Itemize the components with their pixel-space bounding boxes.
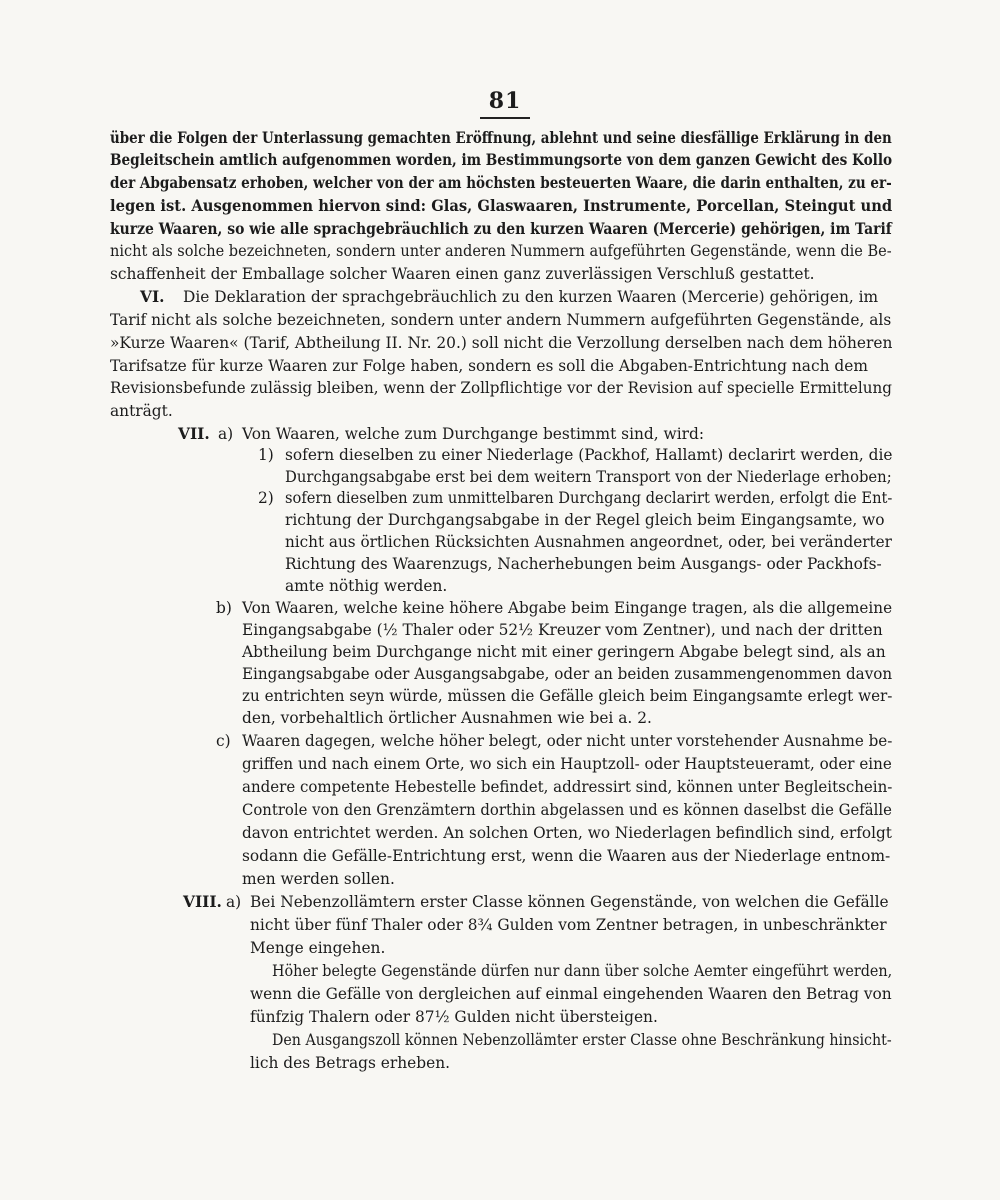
section-vii-b-line-2: Eingangsabgabe (½ Thaler oder 52½ Kreuzer vom Zentner), und nach der dritten	[242, 621, 883, 639]
section-vii-number: VII.	[178, 425, 210, 443]
section-vi-line-4: Tarifsatze für kurze Waaren zur Folge haben, sondern es soll die Abgaben-Entrichtung nach dem	[110, 357, 868, 375]
section-vii-a1-line-2: Durchgangsabgabe erst bei dem weitern Transport von der Niederlage erhoben;	[285, 468, 892, 486]
section-vii-a2-line-2: richtung der Durchgangsabgabe in der Regel gleich beim Eingangsamte, wo	[285, 511, 885, 529]
section-vii-a2-label: 2)	[258, 489, 274, 507]
intro-line-4: legen ist. Ausgenommen hiervon sind: Glas, Glaswaaren, Instrumente, Porcellan, Steingut und	[110, 197, 893, 215]
section-vi-line-5: Revisionsbefunde zulässig bleiben, wenn der Zollpflichtige vor der Revision auf specielle Ermittelung	[110, 379, 892, 397]
section-viii-p2-line-3: fünfzig Thalern oder 87½ Gulden nicht übersteigen.	[250, 1008, 658, 1026]
section-vii-c-line-5: davon entrichtet werden. An solchen Orten, wo Niederlagen befindlich sind, erfolgt	[242, 824, 892, 842]
section-viii-p2-line-1: Höher belegte Gegenstände dürfen nur dann über solche Aemter eingeführt werden,	[272, 962, 893, 980]
section-vii-b-line-4: Eingangsabgabe oder Ausgangsabgabe, oder an beiden zusammengenommen davon	[242, 665, 893, 683]
section-vii-c-line-2: griffen und nach einem Orte, wo sich ein Hauptzoll- oder Hauptsteueramt, oder eine	[242, 755, 892, 773]
section-vii-c-label: c)	[216, 732, 231, 750]
section-vii-a2-line-1: sofern dieselben zum unmittelbaren Durchgang declarirt werden, erfolgt die Ent-	[285, 489, 893, 507]
section-vii-a2-line-5: amte nöthig werden.	[285, 577, 448, 595]
section-viii-number: VIII.	[183, 893, 222, 911]
intro-line-2: Begleitschein amtlich aufgenommen worden, im Bestimmungsorte von dem ganzen Gewicht des Kollo	[110, 151, 893, 169]
section-viii-a-line-3: Menge eingehen.	[250, 939, 386, 957]
section-vii-b-line-6: den, vorbehaltlich örtlicher Ausnahmen wie bei a. 2.	[242, 709, 652, 727]
section-viii-a-line-2: nicht über fünf Thaler oder 8¾ Gulden vom Zentner betragen, in unbeschränkter	[250, 916, 887, 934]
section-vii-b-line-3: Abtheilung beim Durchgange nicht mit einer geringern Abgabe belegt sind, als an	[242, 643, 886, 661]
section-vii-b-line-5: zu entrichten seyn würde, müssen die Gefälle gleich beim Eingangsamte erlegt wer-	[242, 687, 893, 705]
section-vi-line-2: Tarif nicht als solche bezeichneten, sondern unter andern Nummern aufgeführten Gegenstände, als	[110, 311, 892, 329]
section-viii-a-label: a)	[226, 893, 242, 911]
intro-line-7: schaffenheit der Emballage solcher Waaren einen ganz zuverlässigen Verschluß gestattet.	[110, 265, 815, 283]
section-vii-a-label: a)	[218, 425, 234, 443]
section-vii-b-label: b)	[216, 599, 232, 617]
section-vii-a2-line-3: nicht aus örtlichen Rücksichten Ausnahmen angeordnet, oder, bei veränderter	[285, 533, 892, 551]
section-vii-a1-line-1: sofern dieselben zu einer Niederlage (Packhof, Hallamt) declarirt werden, die	[285, 446, 893, 464]
section-vi-line-1: Die Deklaration der sprachgebräuchlich zu den kurzen Waaren (Mercerie) gehörigen, im	[183, 288, 879, 306]
section-vii-c-line-6: sodann die Gefälle-Entrichtung erst, wenn die Waaren aus der Niederlage entnom-	[242, 847, 891, 865]
section-vi-line-3: »Kurze Waaren« (Tarif, Abtheilung II. Nr. 20.) soll nicht die Verzollung derselben nach dem höheren	[110, 334, 893, 352]
section-viii-p2-line-2: wenn die Gefälle von dergleichen auf einmal eingehenden Waaren den Betrag von	[250, 985, 892, 1003]
section-vii-b-line-1: Von Waaren, welche keine höhere Abgabe beim Eingange tragen, als die allgemeine	[242, 599, 893, 617]
section-vii-a1-label: 1)	[258, 446, 274, 464]
section-viii-p3-line-1: Den Ausgangszoll können Nebenzollämter erster Classe ohne Beschränkung hinsicht-	[272, 1031, 892, 1049]
section-viii-a-line-1: Bei Nebenzollämtern erster Classe können Gegenstände, von welchen die Gefälle	[250, 893, 889, 911]
section-vi-number: VI.	[140, 288, 165, 306]
intro-line-6: nicht als solche bezeichneten, sondern unter anderen Nummern aufgeführten Gegenstände, wenn die Be-	[110, 242, 892, 260]
section-vii-c-line-3: andere competente Hebestelle befindet, addressirt sind, können unter Begleitschein-	[242, 778, 893, 796]
page-number-rule	[480, 117, 530, 119]
section-vii-a2-line-4: Richtung des Waarenzugs, Nacherhebungen beim Ausgangs- oder Packhofs-	[285, 555, 882, 573]
section-vii-c-line-7: men werden sollen.	[242, 870, 395, 888]
section-vii-a-intro: Von Waaren, welche zum Durchgange bestimmt sind, wird:	[242, 425, 705, 443]
section-vii-c-line-4: Controle von den Grenzämtern dorthin abgelassen und es können daselbst die Gefälle	[242, 801, 892, 819]
section-viii-p3-line-2: lich des Betrags erheben.	[250, 1054, 451, 1072]
page-number: 81	[488, 88, 522, 114]
intro-line-3: der Abgabensatz erhoben, welcher von der am höchsten besteuerten Waare, die darin enthalten, zu er-	[110, 174, 892, 192]
intro-line-5: kurze Waaren, so wie alle sprachgebräuchlich zu den kurzen Waaren (Mercerie) gehörigen, im Tarif	[110, 220, 892, 238]
intro-line-1: über die Folgen der Unterlassung gemachten Eröffnung, ablehnt und seine diesfällige Erklärung in den	[110, 129, 892, 147]
section-vi-line-6: anträgt.	[110, 402, 173, 420]
section-vii-c-line-1: Waaren dagegen, welche höher belegt, oder nicht unter vorstehender Ausnahme be-	[242, 732, 893, 750]
